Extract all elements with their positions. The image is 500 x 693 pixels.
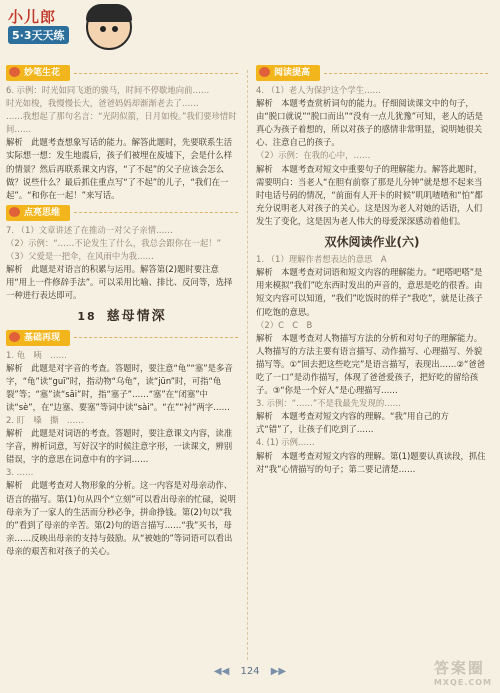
mascot-icon: [86, 4, 132, 50]
watermark-sub: MXQE.COM: [433, 678, 492, 687]
prev-arrows-icon: ◀◀: [213, 666, 230, 677]
watermark-main: 答案圈: [433, 659, 485, 677]
analysis-text: 解析 此题是对词语的考查。答题时，要注意课文内容，读准字音，辨析词意，写好汉字的时候注意字形，一读课文，辨别错误，字的意思在词意中有的字词……: [6, 428, 233, 465]
logo-subtitle: 5·3天天练: [8, 26, 69, 44]
work-title: 双休阅读作业(六): [324, 235, 420, 250]
unit-number: 18: [77, 310, 97, 324]
answer-text: 6. 示例：时光如同飞逝的骏马，时间不停歇地向前……: [6, 85, 210, 95]
section-tag: 阅读提高: [256, 65, 320, 81]
section-header-miaobi: [6, 65, 238, 81]
page-number: 124: [240, 666, 260, 677]
answer-text: 3. ……: [6, 467, 34, 478]
section-header-yuedu: [256, 65, 488, 81]
watermark: [434, 657, 492, 687]
analysis-text: 解析 此题考查想象写话的能力。解答此题时，先要联系生活实际想一想：发生地震后，孩子们被埋在废墟下，会是什么样的情景？然后再联系课文内容，“了不起”的父子应该会怎么做？说些什么？最后抓住重点写“了不起”的儿子，“我们在一起”。“和你在一起！”来写话。: [6, 137, 233, 200]
logo-title: 小儿郎: [8, 8, 57, 26]
section-tag: 基础再现: [6, 330, 70, 346]
answer-text: （3）父爱是一把伞，在风雨中为我……: [6, 251, 154, 262]
section-tag: 点亮思维: [6, 205, 70, 221]
analysis-text: 解析 本题考查对短文中重要句子的理解能力。解答此题时，需要明白：当老人“在胆有前察了那是儿分钟”就是想不起来当时电话号码的情况，“前面有人开卡的时候”叽叽喳喳和“怕”都充分说明老人对孩子的关心。这是因为老人对她的话语，人们发生了变化，这是因为老人伟大的母爱深深感动着他们。: [256, 163, 483, 226]
analysis-text: 解析 本题考查对短文内容的理解。“我”用自己的方式“错”了，让孩子们吃到了……: [256, 411, 449, 435]
section-header-dianliang: [6, 205, 238, 221]
left-column: [6, 62, 238, 558]
unit-title: [6, 310, 238, 323]
analysis-text: 解析 此题是对字音的考查。答题时，要注意“龟”“塞”是多音字，“龟”读“guī”时，指动物“乌龟”，读“jūn”时，可指“龟裂”等；“塞”读“sāi”时，指“塞子”……“塞”在“闭塞”中读“sè”，在“边塞、要塞”等词中读“sài”。“在”“衬”两字……: [6, 362, 233, 412]
analysis-text: 解析 本题考查对词语和短文内容的理解能力。“吧嗒吧嗒”是用来模拟“我们”吃东西时发出的声音的，意思是吃的很香。由短文内容可以知道，“我们”吃饭时的样子“我吃”，就是让孩子们吃饱的意思。: [256, 267, 483, 317]
section-tag: 妙笔生花: [6, 65, 70, 81]
answer-text: （2）示例：“……不论发生了什么，我总会跟你在一起！”: [6, 237, 222, 248]
answer-text: ……我想起了那句名言：“光阴似箭，日月如梭。”我们要珍惜时间……: [6, 111, 237, 135]
analysis-text: 解析 本题考查对人物描写方法的分析和对句子的理解能力。人物描写的方法主要有语言描写、动作描写、心理描写、外貌描写等。①“回去把这些吃完”是语言描写，表现出……②“爸爸吃了一口”是动作描写，体现了爸爸爱孩子，把好吃的留给孩子。③“你是一个好人”是心理描写……: [256, 332, 486, 396]
answer-text: 4. (1) 示例……: [256, 437, 315, 448]
unit-name: 慈母情深: [106, 309, 167, 325]
answer-text: 时光如梭，我慢慢长大，爸爸妈妈却渐渐老去了……: [6, 98, 199, 109]
answer-text: 7. （1）文章讲述了在推动一对父子亲情……: [6, 224, 173, 235]
analysis-text: 解析 本题考查对短文内容的理解。第(1)题要认真读段，抓住对“我”心情描写的句子；第二要记清楚……: [256, 450, 486, 474]
column-divider: [247, 70, 248, 660]
answer-text: 1. 龟 咦 ……: [6, 349, 67, 360]
logo: [8, 4, 136, 46]
analysis-text: 解析 本题考查赏析词句的能力。仔细阅读课文中的句子，由“脱口就说”“脱口而出”“没有一点儿犹豫”可知，老人的话是真心为孩子着想的，所以对孩子的感情非常明显，说明她很关心、注意自己的孩子。: [256, 98, 484, 148]
answer-text: 4. （1）老人为保护这个学生……: [256, 85, 381, 95]
next-arrows-icon: ▶▶: [270, 666, 287, 677]
page-footer: [0, 666, 500, 677]
section-header-jichu: [6, 330, 238, 346]
analysis-text: 解析 此题考查对人物形象的分析。这一内容是对母亲动作、语言的描写。第(1)句从四个“立刻”可以看出母亲的忙碌，说明母亲为了一家人的生活而分秒必争，拼命挣钱。第(2)句以“我的”看到了母亲的辛苦。第(2)句的语言描写……“我”买书，母亲……反映出母亲的支持与鼓励。从“被她的”等词语可以看出母亲的艰苦和对孩子的关心。: [6, 480, 236, 556]
analysis-text: 解析 此题是对语言的积累与运用。解答第(2)题时要注意用“用上一件修辞手法”。可以采用比喻、排比、反问等，选择一种进行表达即可。: [6, 264, 233, 301]
answer-text: （2）C C B: [256, 319, 313, 330]
answer-text: 3. 示例：“……”不是我最先发现的……: [256, 398, 401, 409]
right-column: [256, 62, 488, 476]
answer-text: 1. （1）理解作者想表达的意思 A: [256, 254, 387, 265]
answer-text: （2）示例：在我的心中，……: [256, 150, 371, 161]
answer-text: 2. 盯 嗓 撕 ……: [6, 414, 84, 425]
